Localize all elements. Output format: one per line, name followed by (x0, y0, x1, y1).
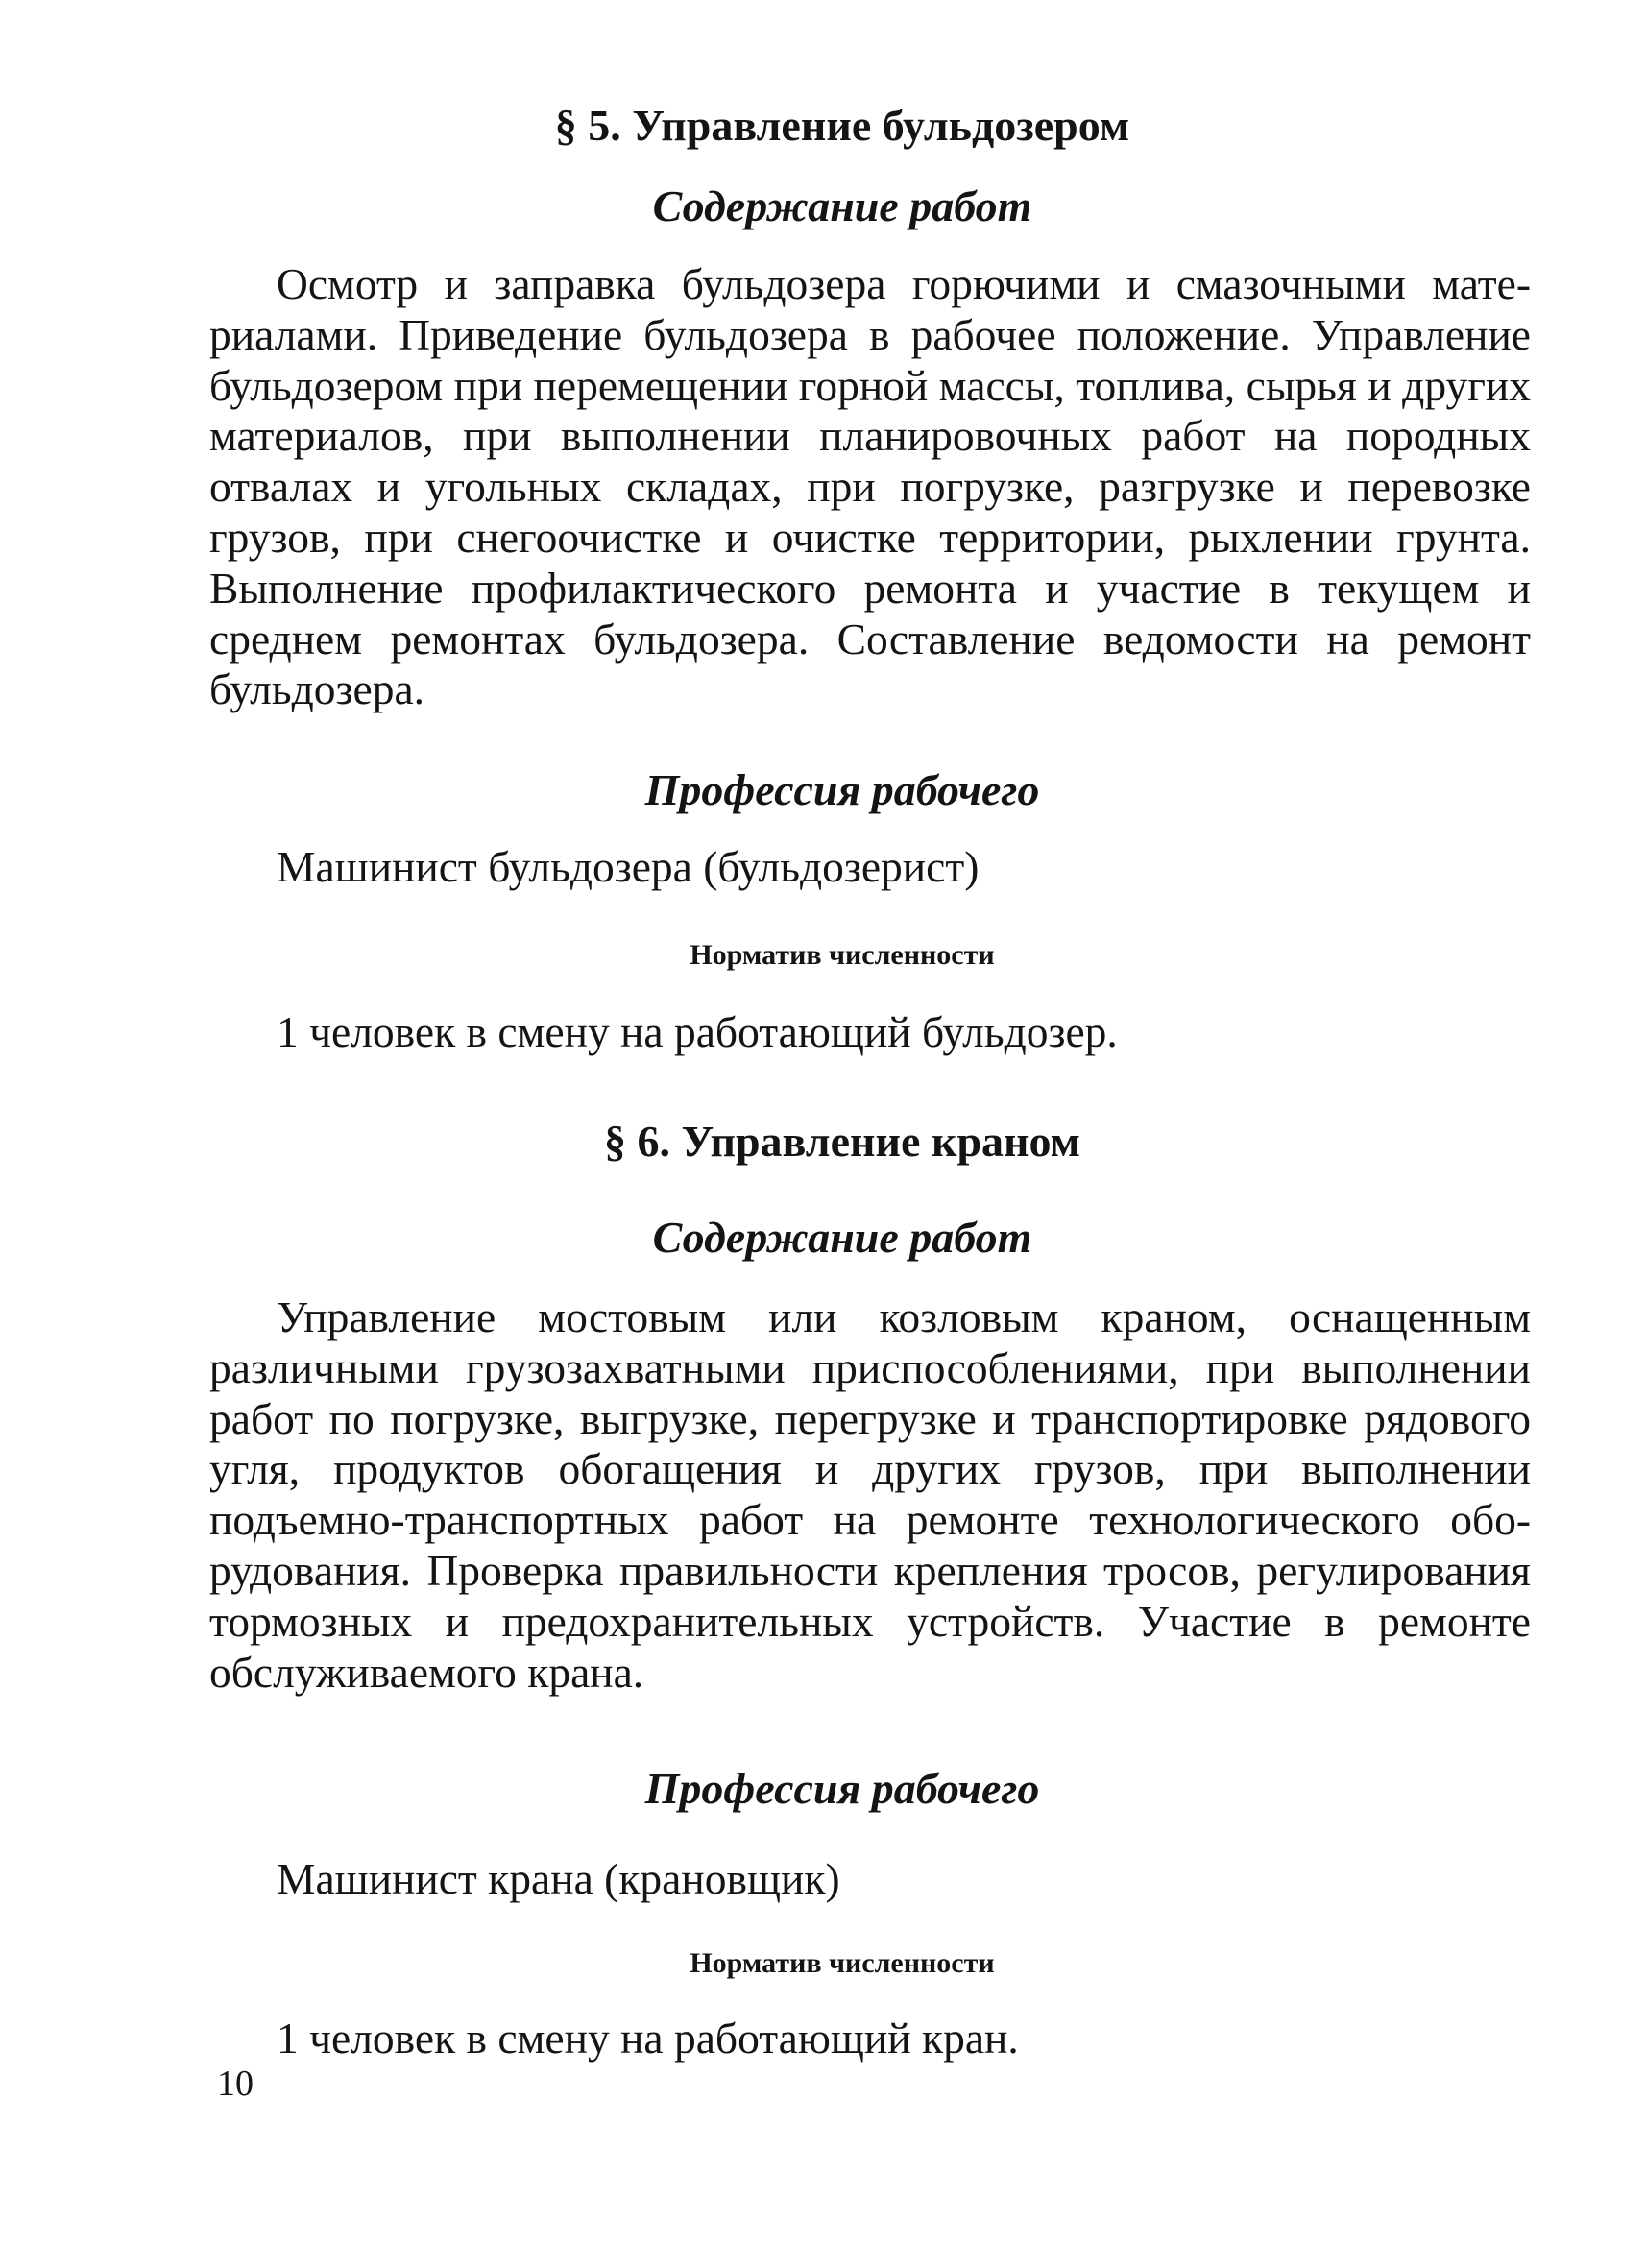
section-5-norm-heading: Норматив численности (690, 939, 995, 971)
section-6-content-text: Управление мостовым или козловым краном, оснащенным различными грузозахватными приспособлениями, при выполнении работ по погрузке, выгрузке, перегрузке и транспортировке рядового угля, продуктов обогащения и других грузов, при выполнении подъемно-транспортных работ на ремонте технологического оборудования. Проверка правильности крепления тросов, регулирования тормозных и предохранительных устройств. Участие в ремонте обслуживаемого крана. (209, 1292, 1531, 1697)
section-5-norm: 1 человек в смену на работающий бульдозер. (277, 1007, 1118, 1056)
section-5-content-text: Осмотр и заправка бульдозера горючими и смазочными материалами. Приведение бульдозера в рабочее положение. Управление бульдозером при перемещении горной массы, топлива, сырья и других материалов, при выполнении планировочных работ на породных отвалах и угольных складах, при погрузке, разгрузке и перевозке грузов, при снегоочистке и очистке территории, рыхлении грунта. Выполнение профилактического ремонта и участие в текущем и среднем ремонтах бульдозера. Составление ведомости на ремонт бульдозера. (209, 259, 1531, 714)
section-6-content-heading: Содержание работ (652, 1213, 1032, 1262)
section-5-heading: § 5. Управление бульдозером (554, 101, 1130, 150)
section-6-norm: 1 человек в смену на работающий кран. (277, 2014, 1019, 2063)
page-number: 10 (217, 2063, 254, 2104)
section-6-profession-heading: Профессия рабочего (644, 1764, 1040, 1813)
section-5-profession-heading: Профессия рабочего (644, 765, 1040, 814)
section-6-profession: Машинист крана (крановщик) (277, 1854, 840, 1903)
section-5-content-heading: Содержание работ (652, 181, 1032, 230)
section-6-heading: § 6. Управление краном (603, 1117, 1080, 1166)
section-5-profession: Машинист бульдозера (бульдозерист) (277, 842, 980, 891)
section-6-norm-heading: Норматив численности (690, 1947, 995, 1979)
